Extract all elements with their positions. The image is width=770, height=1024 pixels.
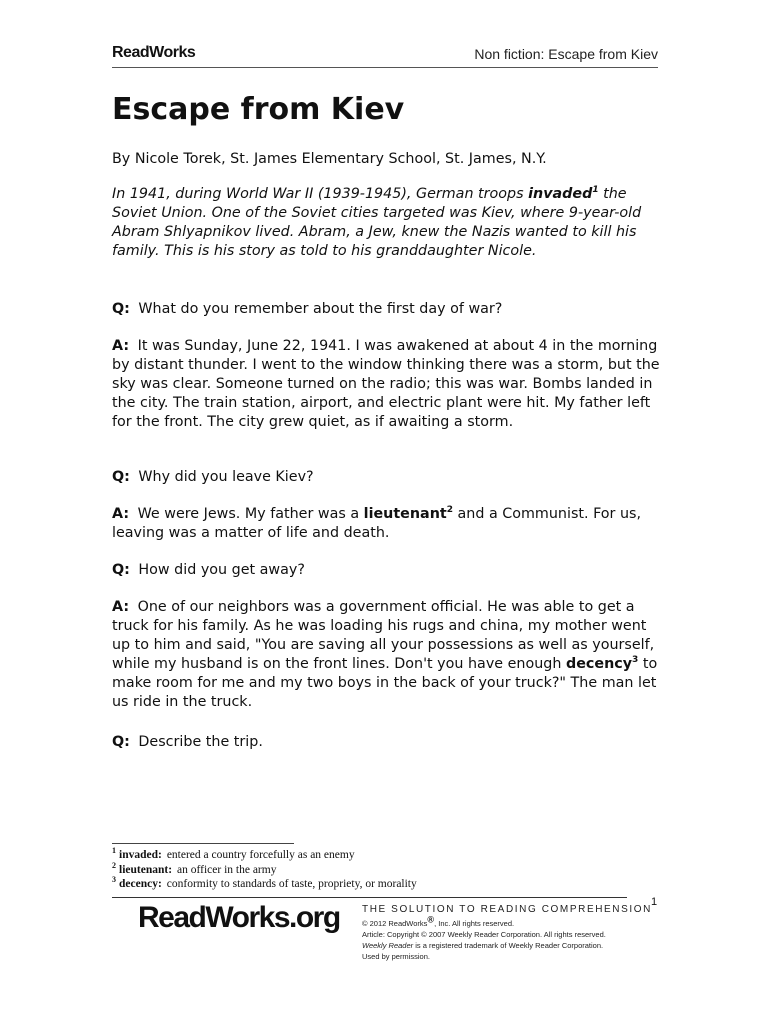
question-text: How did you get away? (138, 562, 305, 578)
intro-text-after: the Soviet Union. One of the Soviet cities targeted was Kiev, where 9-year-old Abram Shlyapnikov lived. Abram, a Jew, knew the Nazis wanted to kill his family. This is his story as told to his granddaughter Nicole. (112, 186, 642, 259)
question-text: Describe the trip. (138, 734, 263, 750)
question-label: Q: (112, 734, 130, 750)
footnote-definition: an officer in the army (177, 863, 277, 876)
footnote-item (112, 848, 417, 863)
footnote-ref-1: 1 (592, 185, 599, 196)
vocab-word-decency: decency (565, 656, 633, 672)
footnote-term: invaded: (119, 849, 162, 861)
question-label: Q: (112, 469, 130, 485)
answer-3 (112, 598, 660, 712)
trademark-text: is a registered trademark of Weekly Reader Corporation. (413, 941, 604, 950)
page-number: 1 (651, 896, 658, 908)
answer-label: A: (112, 338, 130, 354)
footnote-definition: entered a country forcefully as an enemy (166, 849, 355, 861)
answer-text: It was Sunday, June 22, 1941. I was awakened at about 4 in the morning by distant thunder. I went to the window thinking there was a storm, but the sky was clear. Someone turned on the radio; this was war. Bombs landed in the city. The train station, airport, and electric plant were hit. My father left for the front. The city grew quiet, as if awaiting a storm. (112, 338, 660, 430)
vocab-word-invaded: invaded (528, 186, 593, 202)
footnote-number: 3 (112, 875, 116, 885)
footnote-number: 1 (112, 846, 116, 856)
footer-divider (112, 897, 627, 898)
article-credit: Article: Copyright © 2007 Weekly Reader Corporation. All rights reserved. (362, 930, 606, 939)
footer-tagline: THE SOLUTION TO READING COMPREHENSION (362, 904, 652, 915)
page-title: Escape from Kiev (112, 92, 405, 127)
question-label: Q: (112, 562, 130, 578)
answer-text-before: We were Jews. My father was a (137, 506, 364, 522)
footnote-divider (112, 843, 294, 844)
byline: By Nicole Torek, St. James Elementary School, St. James, N.Y. (112, 151, 547, 167)
trademark-line (362, 940, 606, 951)
answer-text-before: One of our neighbors was a government official. He was able to get a truck for his family. As he was loading his rugs and china, my mother went up to him and said, "You are saving all your possessions as well as yourself, while my husband is on the front lines. Don't you have enough (112, 599, 655, 672)
question-text: What do you remember about the first day of war? (138, 301, 503, 317)
copyright-text: © 2012 ReadWorks (362, 919, 428, 928)
footnote-term: lieutenant: (119, 863, 173, 876)
answer-text-after: and a Communist. For us, leaving was a matter of life and death. (112, 506, 642, 541)
question-1 (112, 300, 660, 319)
answer-2 (112, 505, 660, 543)
footnote-term: decency: (119, 878, 162, 890)
question-4 (112, 733, 660, 752)
intro-paragraph (112, 185, 660, 261)
intro-text-before: In 1941, during World War II (1939-1945), German troops (112, 186, 529, 202)
footnotes (112, 848, 417, 892)
registered-mark: ® (427, 914, 435, 925)
readworks-header-logo: ReadWorks (112, 44, 196, 61)
header-divider (112, 67, 658, 68)
answer-label: A: (112, 599, 130, 615)
footnote-ref-2: 2 (446, 505, 453, 516)
question-2 (112, 468, 660, 487)
trademark-brand: Weekly Reader (362, 941, 414, 950)
question-3 (112, 561, 660, 580)
vocab-word-lieutenant: lieutenant (363, 506, 447, 522)
footnote-definition: conformity to standards of taste, propriety, or morality (166, 878, 417, 890)
answer-1 (112, 337, 660, 432)
readworks-footer-logo: ReadWorks.org (138, 901, 340, 934)
header-article-label: Non fiction: Escape from Kiev (474, 46, 658, 62)
permission-line: Used by permission. (362, 952, 430, 961)
footnote-item (112, 877, 417, 892)
copyright-text-rest: , Inc. All rights reserved. (434, 919, 515, 928)
question-label: Q: (112, 301, 130, 317)
answer-label: A: (112, 506, 130, 522)
footer-legal (362, 914, 606, 962)
footnote-number: 2 (112, 860, 116, 870)
question-text: Why did you leave Kiev? (138, 469, 314, 485)
footnote-item (112, 860, 417, 878)
footnote-ref-3: 3 (632, 655, 639, 666)
copyright-line (362, 914, 606, 929)
answer-text-after: to make room for me and my two boys in the back of your truck?" The man let us ride in the truck. (112, 656, 658, 710)
